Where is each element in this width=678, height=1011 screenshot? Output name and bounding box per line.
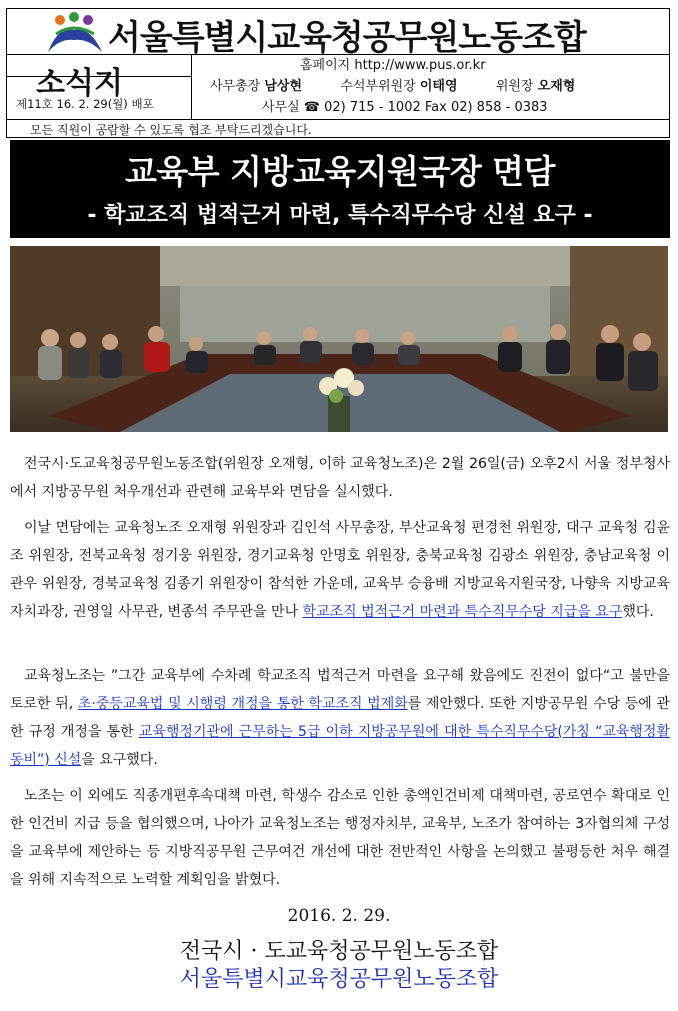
paragraph-text: 를 제안했다. 또한 지방공무원 수당 등에 관한 규정 개정을 통한	[10, 696, 671, 740]
signature-seoul-union: 서울특별시교육청공무원노동조합	[179, 967, 499, 992]
homepage-link[interactable]: 홈페이지 http://www.pus.or.kr	[300, 58, 486, 73]
officer-role: 위원장	[495, 79, 534, 94]
paragraph-text: 이날 면담에는 교육청노조 오재형 위원장과 김인석 사무총장, 부산교육청 편경천 위원장, 대구 교육청 김윤조 위원장, 전북교육청 정기웅 위원장, 경기교육청 안명호 위원장, 충북교육청 김광소 위원장, 충남교육청 이관우 위원장, 경북교육청 김종기 위원장이 참석한 가운데, 교육부 승융배 지방교육지원국장, 나향욱 지방교육자치과장, 권영일 사무관, 변종석 주무관을 만나	[10, 520, 670, 620]
article-paragraph-3	[10, 662, 670, 774]
issue-info: 제11호 16. 2. 29(월) 배포	[16, 97, 154, 111]
org-title: 서울특별시교육청공무원노동조합	[108, 18, 586, 58]
circulation-notice: 모든 직원이 공람할 수 있도록 협조 부탁드리겠습니다.	[30, 123, 312, 137]
signature-national-union: 전국시 · 도교육청공무원노동조합	[179, 939, 499, 964]
article-paragraph-4: 노조는 이 외에도 직종개편후속대책 마련, 학생수 감소로 인한 총액인건비제 대책마련, 공로연수 확대로 인한 인건비 지급 등을 협의했으며, 나아가 교육청노조는 행정자치부, 교육부, 노조가 참여하는 3자협의체 구성을 교육부에 제안하는 등 지방직공무원 근무여건 개선에 대한 전반적인 사항을 논의했고 불평등한 처우 해결을 위해 지속적으로 노력할 계획임을 밝혔다.	[10, 788, 670, 888]
masthead-vdivider	[191, 54, 192, 119]
officer-role: 사무총장	[210, 79, 261, 94]
paragraph-text: 했다.	[622, 604, 654, 620]
officer-name: 오재형	[537, 79, 576, 94]
demand-link[interactable]: 학교조직 법적근거 마련과 특수직무수당 지급을 요구	[302, 604, 623, 620]
law-proposal-link[interactable]: 초·중등교육법 및 시행령 개정을 통한 학교조직 법제화	[77, 696, 408, 712]
officer-name: 이태영	[419, 79, 458, 94]
article-paragraph-2	[10, 514, 670, 626]
union-logo-icon	[44, 12, 106, 54]
paragraph-text: 을 요구했다.	[81, 752, 158, 768]
officer-role: 수석부위원장	[340, 79, 416, 94]
article-paragraph-1: 전국시·도교육청공무원노동조합(위원장 오재형, 이하 교육청노조)은 2월 26일(금) 오후2시 서울 정부청사에서 지방공무원 처우개선과 관련해 교육부와 면담을 실시했다.	[10, 456, 670, 500]
officers-line	[210, 75, 575, 94]
newsletter-name: 소식지	[36, 66, 123, 101]
paragraph-text: 교육청노조는 ”그간 교육부에 수차례 학교조직 법적근거 마련을 요구해 왔음에도 진전이 없다“고 불만을 토로한 뒤,	[10, 668, 670, 712]
headline-subtitle: - 학교조직 법적근거 마련, 특수직무수당 신설 요구 -	[87, 203, 593, 228]
issue-date: 2016. 2. 29.	[287, 906, 391, 926]
meeting-photo	[10, 246, 668, 432]
office-contact: 사무실 ☎ 02) 715 - 1002 Fax 02) 858 - 0383	[262, 100, 548, 115]
headline-title: 교육부 지방교육지원국장 면담	[125, 152, 555, 191]
masthead-divider-bottom	[7, 119, 669, 120]
allowance-proposal-link[interactable]: 교육행정기관에 근무하는 5급 이하 지방공무원에 대한 특수직무수당(가칭 “교육행정활동비”) 신설	[10, 724, 670, 768]
officer-name: 남상현	[264, 79, 303, 94]
